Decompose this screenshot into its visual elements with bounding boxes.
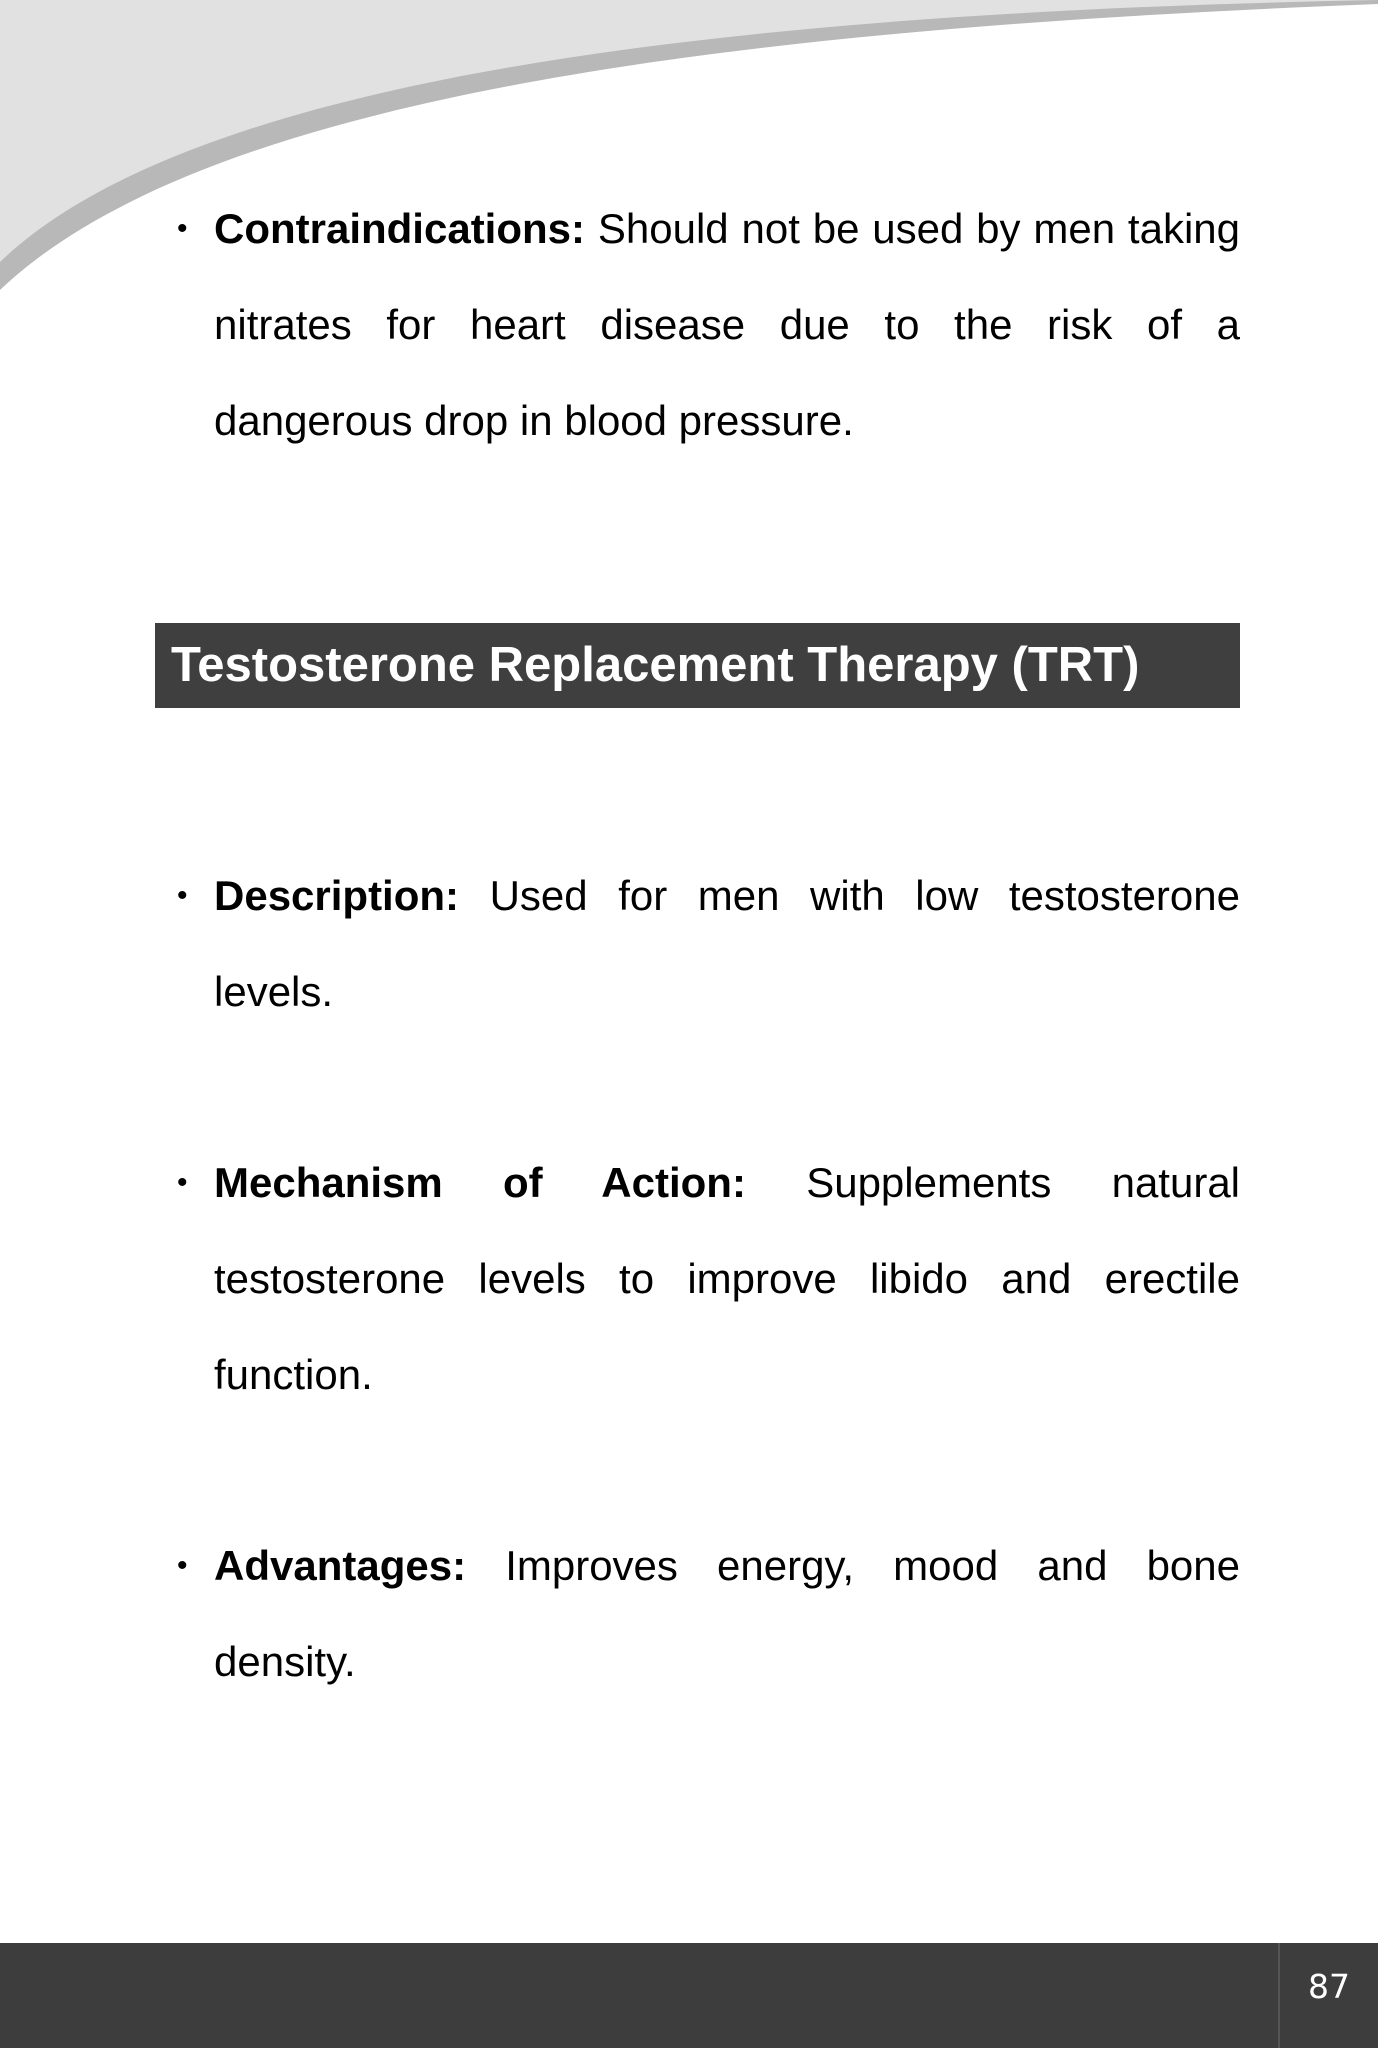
list-item-term: Description:	[214, 872, 460, 919]
list-item-term: Contraindications:	[214, 205, 586, 252]
list-item-text: Used for men with low testosterone levels.	[214, 872, 1240, 1015]
bullet-icon: •	[177, 1549, 188, 1582]
list-item-text: Should not be used by men taking nitrates for heart disease due to the risk of a dangerous drop in blood pressure.	[214, 205, 1240, 444]
list-item-term: Mechanism of Action:	[214, 1159, 746, 1206]
list-item-text: Supplements natural testosterone levels to improve libido and erectile function.	[214, 1159, 1241, 1398]
section-heading: Testosterone Replacement Therapy (TRT)	[155, 623, 1240, 708]
bullet-icon: •	[177, 1166, 188, 1199]
list-item-advantages	[177, 1518, 1241, 1710]
list-item-mechanism	[177, 1135, 1241, 1423]
list-item-contraindications	[177, 181, 1240, 469]
list-item-term: Advantages:	[214, 1542, 467, 1589]
bullet-icon: •	[177, 879, 188, 912]
bullet-icon: •	[177, 212, 188, 245]
footer-bar	[0, 1943, 1378, 2048]
page-number: 87	[1308, 1967, 1350, 2006]
list-item-text: Improves energy, mood and bone density.	[214, 1542, 1241, 1685]
list-item-description	[177, 848, 1240, 1040]
